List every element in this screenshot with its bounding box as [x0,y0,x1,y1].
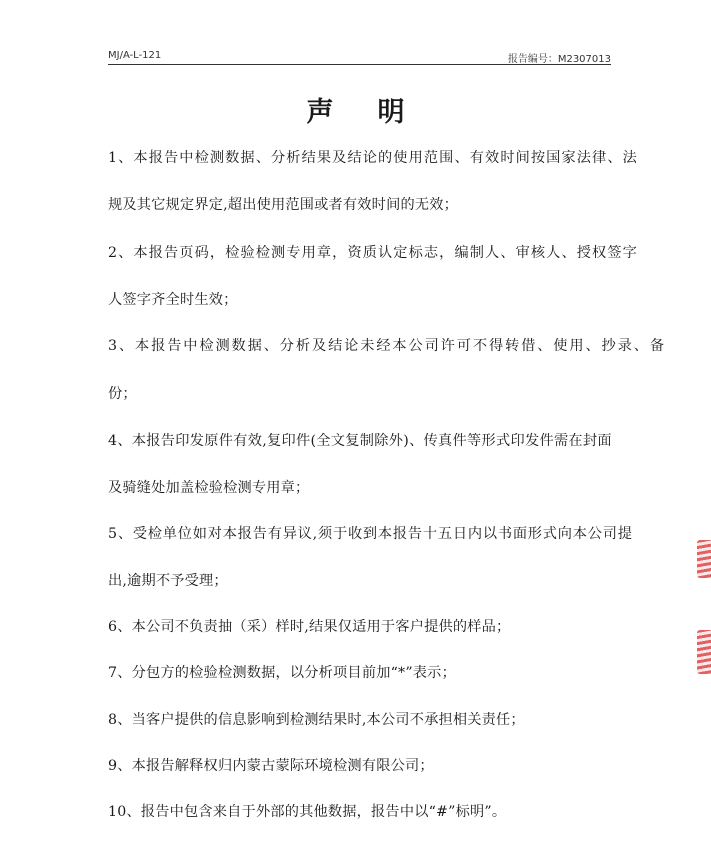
seal-stamp-edge [697,540,711,578]
statement-line: 2、本报告页码，检验检测专用章，资质认定标志，编制人、审核人、授权签字 [108,245,638,261]
statement-line: 10、报告中包含来自于外部的其他数据，报告中以“#”标明”。 [108,804,507,820]
statement-line: 及骑缝处加盖检验检测专用章； [108,480,310,496]
statement-line: 1、本报告中检测数据、分析结果及结论的使用范围、有效时间按国家法律、法 [108,150,638,166]
statement-line: 出,逾期不予受理； [108,573,228,589]
statement-line: 9、本报告解释权归内蒙古蒙际环境检测有限公司； [108,758,434,774]
statement-line: 人签字齐全时生效； [108,292,238,308]
seal-stamp-edge [697,630,711,674]
statement-line: 4、本报告印发原件有效,复印件(全文复制除外)、传真件等形式印发件需在封面 [108,433,612,449]
statement-line: 8、当客户提供的信息影响到检测结果时,本公司不承担相关责任； [108,712,525,728]
report-number: 报告编号：M2307013 [507,54,611,65]
page-header [108,48,611,65]
statement-line: 6、本公司不负责抽（采）样时,结果仅适用于客户提供的样品； [108,619,511,635]
statement-line: 份； [108,386,137,402]
statement-line: 5、受检单位如对本报告有异议,须于收到本报告十五日内以书面形式向本公司提 [108,526,633,542]
statement-line: 3、本报告中检测数据、分析及结论未经本公司许可不得转借、使用、抄录、备 [108,338,666,354]
statement-line: 7、分包方的检验检测数据，以分析项目前加“*”表示； [108,665,456,681]
page-title: 声明 [306,97,449,128]
statement-line: 规及其它规定界定,超出使用范围或者有效时间的无效； [108,197,459,213]
document-code: MJ/A-L-121 [108,50,162,61]
